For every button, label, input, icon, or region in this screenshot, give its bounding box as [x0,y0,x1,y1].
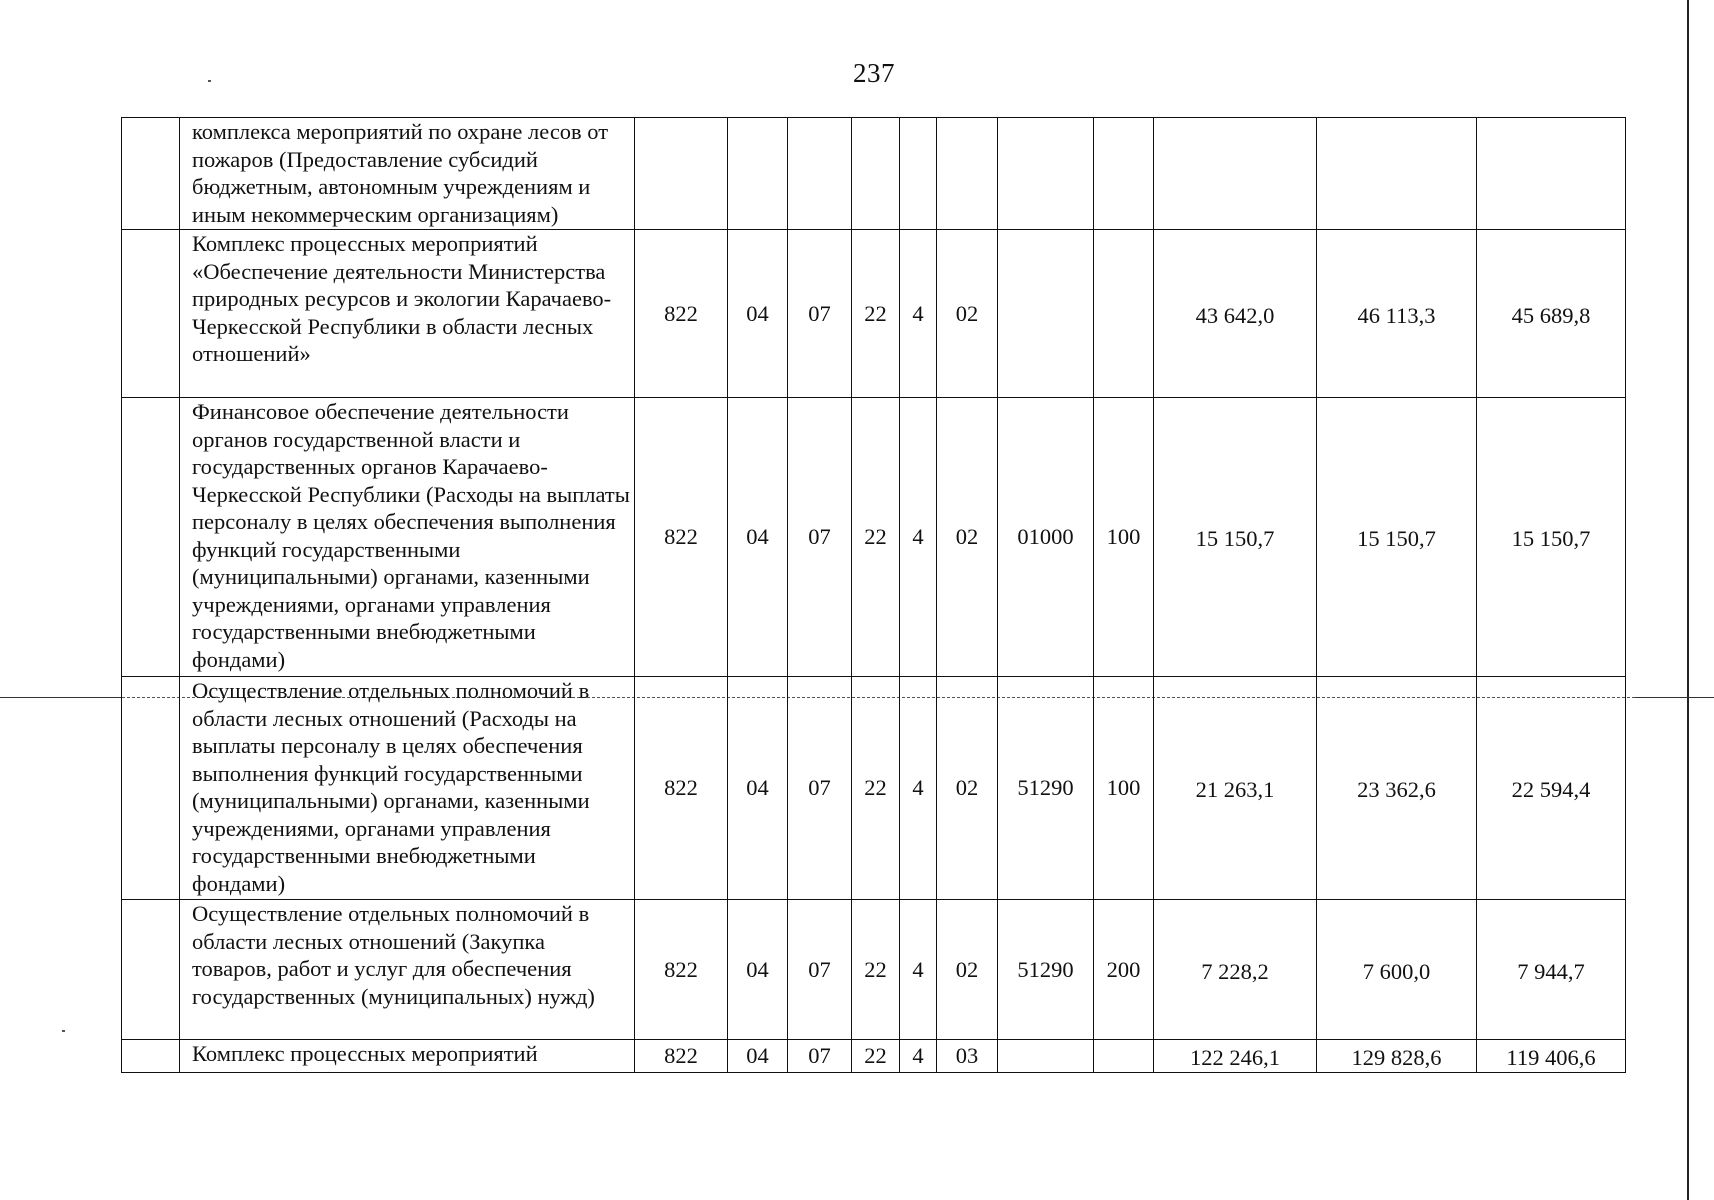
program-code-cell: 22 [852,230,900,398]
section-code-cell: 04 [728,398,788,677]
ministry-code-cell: 822 [635,398,728,677]
scan-speck [208,80,211,82]
direction-code-cell [998,230,1094,398]
ministry-code-cell: 822 [635,900,728,1040]
amount-year-1-cell: 43 642,0 [1154,230,1317,398]
program-code-cell [852,118,900,230]
complex-code-cell [937,118,998,230]
section-code-cell: 04 [728,900,788,1040]
direction-code-cell: 51290 [998,900,1094,1040]
fold-line-right [1635,697,1714,698]
amount-year-2-cell: 129 828,6 [1317,1040,1477,1073]
table-row [122,900,1626,1040]
program-code-cell: 22 [852,677,900,900]
row-index-cell [122,900,180,1040]
expense-type-cell: 100 [1094,398,1154,677]
ministry-code-cell: 822 [635,1040,728,1073]
type-code-cell: 4 [900,677,937,900]
description-cell: Осуществление отдельных полномочий в области лесных отношений (Закупка товаров, работ и услуг для обеспечения государственных (муниципальных) нужд) [180,900,635,1040]
amount-year-3-cell: 22 594,4 [1477,677,1626,900]
ministry-code-cell: 822 [635,230,728,398]
table-row [122,118,1626,230]
expense-type-cell [1094,1040,1154,1073]
subsection-code-cell: 07 [788,230,852,398]
amount-year-1-cell [1154,118,1317,230]
amount-year-2-cell: 46 113,3 [1317,230,1477,398]
subsection-code-cell [788,118,852,230]
amount-year-2-cell [1317,118,1477,230]
table-row [122,398,1626,677]
type-code-cell: 4 [900,398,937,677]
fold-line-left [0,697,122,698]
budget-table [121,117,1626,1073]
direction-code-cell: 51290 [998,677,1094,900]
expense-type-cell [1094,230,1154,398]
row-index-cell [122,677,180,900]
complex-code-cell: 02 [937,230,998,398]
direction-code-cell [998,118,1094,230]
section-code-cell [728,118,788,230]
amount-year-2-cell: 23 362,6 [1317,677,1477,900]
subsection-code-cell: 07 [788,1040,852,1073]
expense-type-cell [1094,118,1154,230]
type-code-cell: 4 [900,1040,937,1073]
type-code-cell [900,118,937,230]
amount-year-2-cell: 7 600,0 [1317,900,1477,1040]
complex-code-cell: 03 [937,1040,998,1073]
table-row [122,677,1626,900]
amount-year-3-cell: 7 944,7 [1477,900,1626,1040]
binding-edge-line [1687,0,1689,1200]
subsection-code-cell: 07 [788,398,852,677]
program-code-cell: 22 [852,398,900,677]
page-number: 237 [853,58,895,88]
row-index-cell [122,230,180,398]
table-row [122,230,1626,398]
subsection-code-cell: 07 [788,677,852,900]
complex-code-cell: 02 [937,677,998,900]
description-cell: Комплекс процессных мероприятий [180,1040,635,1073]
expense-type-cell: 200 [1094,900,1154,1040]
row-index-cell [122,1040,180,1073]
amount-year-3-cell: 45 689,8 [1477,230,1626,398]
expense-type-cell: 100 [1094,677,1154,900]
description-cell: Комплекс процессных мероприятий «Обеспечение деятельности Министерства природных ресурсов и экологии Карачаево-Черкесской Республики в области лесных отношений» [180,230,635,398]
complex-code-cell: 02 [937,398,998,677]
program-code-cell: 22 [852,900,900,1040]
amount-year-1-cell: 21 263,1 [1154,677,1317,900]
section-code-cell: 04 [728,677,788,900]
ministry-code-cell: 822 [635,677,728,900]
section-code-cell: 04 [728,1040,788,1073]
amount-year-1-cell: 122 246,1 [1154,1040,1317,1073]
program-code-cell: 22 [852,1040,900,1073]
ministry-code-cell [635,118,728,230]
row-index-cell [122,398,180,677]
amount-year-3-cell: 15 150,7 [1477,398,1626,677]
amount-year-1-cell: 15 150,7 [1154,398,1317,677]
description-cell: комплекса мероприятий по охране лесов от пожаров (Предоставление субсидий бюджетным, автономным учреждениям и иным некоммерческим организациям) [180,118,635,230]
complex-code-cell: 02 [937,900,998,1040]
direction-code-cell: 01000 [998,398,1094,677]
description-cell: Финансовое обеспечение деятельности органов государственной власти и государственных органов Карачаево-Черкесской Республики (Расходы на выплаты персоналу в целях обеспечения выполнения функций государственными (муниципальными) органами, казенными учреждениями, органами управления государственными внебюджетными фондами) [180,398,635,677]
table-row [122,1040,1626,1073]
subsection-code-cell: 07 [788,900,852,1040]
row-index-cell [122,118,180,230]
scan-speck [62,1030,65,1032]
amount-year-3-cell [1477,118,1626,230]
direction-code-cell [998,1040,1094,1073]
type-code-cell: 4 [900,230,937,398]
amount-year-2-cell: 15 150,7 [1317,398,1477,677]
description-cell: Осуществление отдельных полномочий в области лесных отношений (Расходы на выплаты персоналу в целях обеспечения выполнения функций государственными (муниципальными) органами, казенными учреждениями, органами управления государственными внебюджетными фондами) [180,677,635,900]
section-code-cell: 04 [728,230,788,398]
amount-year-1-cell: 7 228,2 [1154,900,1317,1040]
amount-year-3-cell: 119 406,6 [1477,1040,1626,1073]
type-code-cell: 4 [900,900,937,1040]
